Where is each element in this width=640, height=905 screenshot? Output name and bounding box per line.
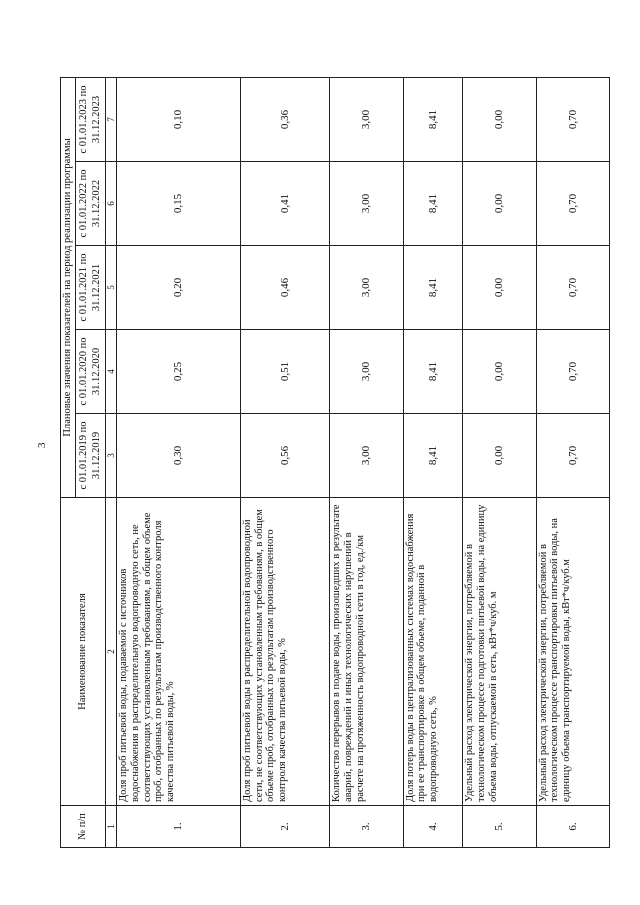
- header-name: Наименование показателя: [61, 498, 106, 806]
- value-cell: 8,41: [403, 414, 463, 498]
- column-number: 5: [106, 246, 117, 330]
- value-cell: 8,41: [403, 77, 463, 161]
- table-row: [536, 77, 609, 847]
- column-number: 4: [106, 330, 117, 414]
- value-cell: 0,70: [536, 330, 609, 414]
- header-num: № п/п: [61, 806, 106, 848]
- table-row: [403, 77, 463, 847]
- table-row: [240, 77, 329, 847]
- value-cell: 0,20: [117, 246, 241, 330]
- value-cell: 0,70: [536, 162, 609, 246]
- value-cell: 0,41: [240, 162, 329, 246]
- value-cell: 0,00: [463, 162, 536, 246]
- indicators-table: [60, 77, 610, 848]
- value-cell: 0,51: [240, 330, 329, 414]
- column-number: 2: [106, 498, 117, 806]
- row-number: 1.: [117, 806, 241, 848]
- header-period: с 01.01.2021 по 31.12.2021: [76, 246, 106, 330]
- column-number: 6: [106, 162, 117, 246]
- value-cell: 0,70: [536, 414, 609, 498]
- value-cell: 8,41: [403, 162, 463, 246]
- value-cell: 0,00: [463, 77, 536, 161]
- value-cell: 3,00: [330, 414, 403, 498]
- value-cell: 0,25: [117, 330, 241, 414]
- row-number: 6.: [536, 806, 609, 848]
- table-row: [463, 77, 536, 847]
- header-period: с 01.01.2019 по 31.12.2019: [76, 414, 106, 498]
- header-period: с 01.01.2022 по 31.12.2022: [76, 162, 106, 246]
- row-number: 2.: [240, 806, 329, 848]
- rotated-table-container: [60, 78, 610, 848]
- value-cell: 0,00: [463, 414, 536, 498]
- indicator-name: Доля проб питьевой воды, подаваемой с источников водоснабжения в распределительную водопроводную сеть, не соответствующих установленным требованиям, в общем объеме проб, отобранных по результатам производственного контроля качества питьевой воды, %: [117, 498, 241, 806]
- value-cell: 0,15: [117, 162, 241, 246]
- value-cell: 0,56: [240, 414, 329, 498]
- row-number: 4.: [403, 806, 463, 848]
- indicator-name: Удельный расход электрической энергии, потребляемой в технологическом процессе подготовки питьевой воды, на единицу объема воды, отпускаемой в сеть, кВт*ч/куб. м: [463, 498, 536, 806]
- table-row: [117, 77, 241, 847]
- value-cell: 0,00: [463, 330, 536, 414]
- value-cell: 3,00: [330, 330, 403, 414]
- column-number: 3: [106, 414, 117, 498]
- table-row: [330, 77, 403, 847]
- value-cell: 0,70: [536, 246, 609, 330]
- indicator-name: Доля потерь воды в централизованных системах водоснабжения при ее транспортировке в общем объеме, поданной в водопроводную сеть, %: [403, 498, 463, 806]
- column-number: 7: [106, 77, 117, 161]
- row-number: 3.: [330, 806, 403, 848]
- indicator-name: Удельный расход электрической энергии, потребляемой в технологическом процессе транспортировки питьевой воды, на единицу объема транспортируемой воды, кВт*ч/куб.м: [536, 498, 609, 806]
- value-cell: 0,70: [536, 77, 609, 161]
- header-period: с 01.01.2023 по 31.12.2023: [76, 77, 106, 161]
- value-cell: 3,00: [330, 77, 403, 161]
- page-number: 3: [36, 442, 48, 448]
- column-number: 1: [106, 806, 117, 848]
- header-group: Плановые значения показателей на период реализации программы: [61, 77, 76, 497]
- value-cell: 0,36: [240, 77, 329, 161]
- header-period: с 01.01.2020 по 31.12.2020: [76, 330, 106, 414]
- value-cell: 0,30: [117, 414, 241, 498]
- indicator-name: Доля проб питьевой воды в распределительной водопроводной сети, не соответствующих установленным требованиям, в общем объеме проб, отобранных по результатам производственного контроля качества питьевой воды, %: [240, 498, 329, 806]
- value-cell: 0,46: [240, 246, 329, 330]
- value-cell: 8,41: [403, 246, 463, 330]
- indicator-name: Количество перерывов в подаче воды, произошедших в результате аварий, повреждений и иных технологических нарушений в расчете на протяженность водопроводной сети в год, ед./км: [330, 498, 403, 806]
- value-cell: 0,00: [463, 246, 536, 330]
- value-cell: 8,41: [403, 330, 463, 414]
- value-cell: 3,00: [330, 246, 403, 330]
- value-cell: 3,00: [330, 162, 403, 246]
- value-cell: 0,10: [117, 77, 241, 161]
- row-number: 5.: [463, 806, 536, 848]
